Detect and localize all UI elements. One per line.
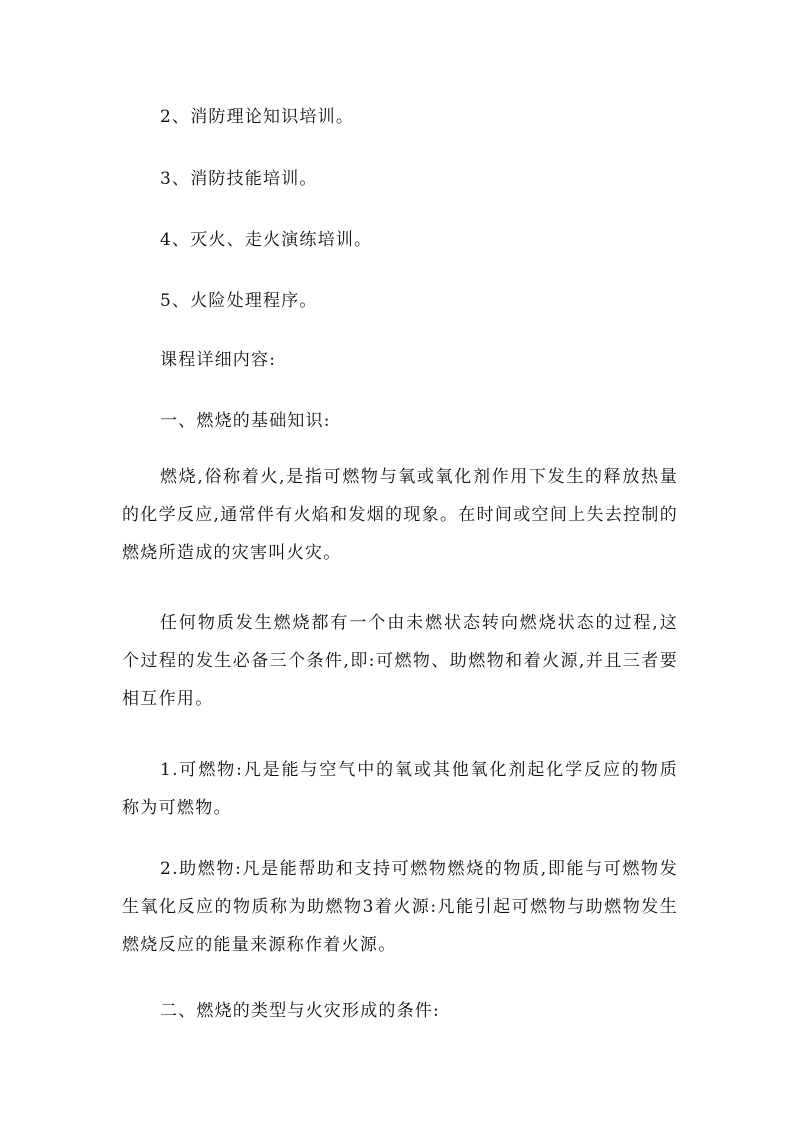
list-item-2: 2、消防理论知识培训。 (160, 107, 355, 127)
course-heading: 课程详细内容: (160, 350, 277, 370)
paragraph-oxidizers-ignition: 2.助燃物:凡是能帮助和支持可燃物燃烧的物质,即能与可燃物发生氧化反应的物质称为助燃物3着火源:凡能引起可燃物与助燃物发生燃烧反应的能量来源称作着火源。 (122, 859, 678, 955)
paragraph-combustion-conditions: 任何物质发生燃烧都有一个由未燃状态转向燃烧状态的过程,这个过程的发生必备三个条件,即:可燃物、助燃物和着火源,并且三者要相互作用。 (122, 613, 678, 709)
list-item-3: 3、消防技能培训。 (160, 169, 318, 189)
list-item-5: 5、火险处理程序。 (160, 291, 318, 311)
section-2-heading: 二、燃烧的类型与火灾形成的条件: (160, 1001, 440, 1021)
list-item-4: 4、灭火、走火演练培训。 (160, 230, 373, 250)
paragraph-combustibles: 1.可燃物:凡是能与空气中的氧或其他氧化剂起化学反应的物质称为可燃物。 (122, 760, 678, 818)
paragraph-combustion-definition: 燃烧,俗称着火,是指可燃物与氧或氧化剂作用下发生的释放热量的化学反应,通常伴有火焰和发烟的现象。在时间或空间上失去控制的燃烧所造成的灾害叫火灾。 (122, 467, 678, 563)
section-1-heading: 一、燃烧的基础知识: (160, 411, 331, 431)
